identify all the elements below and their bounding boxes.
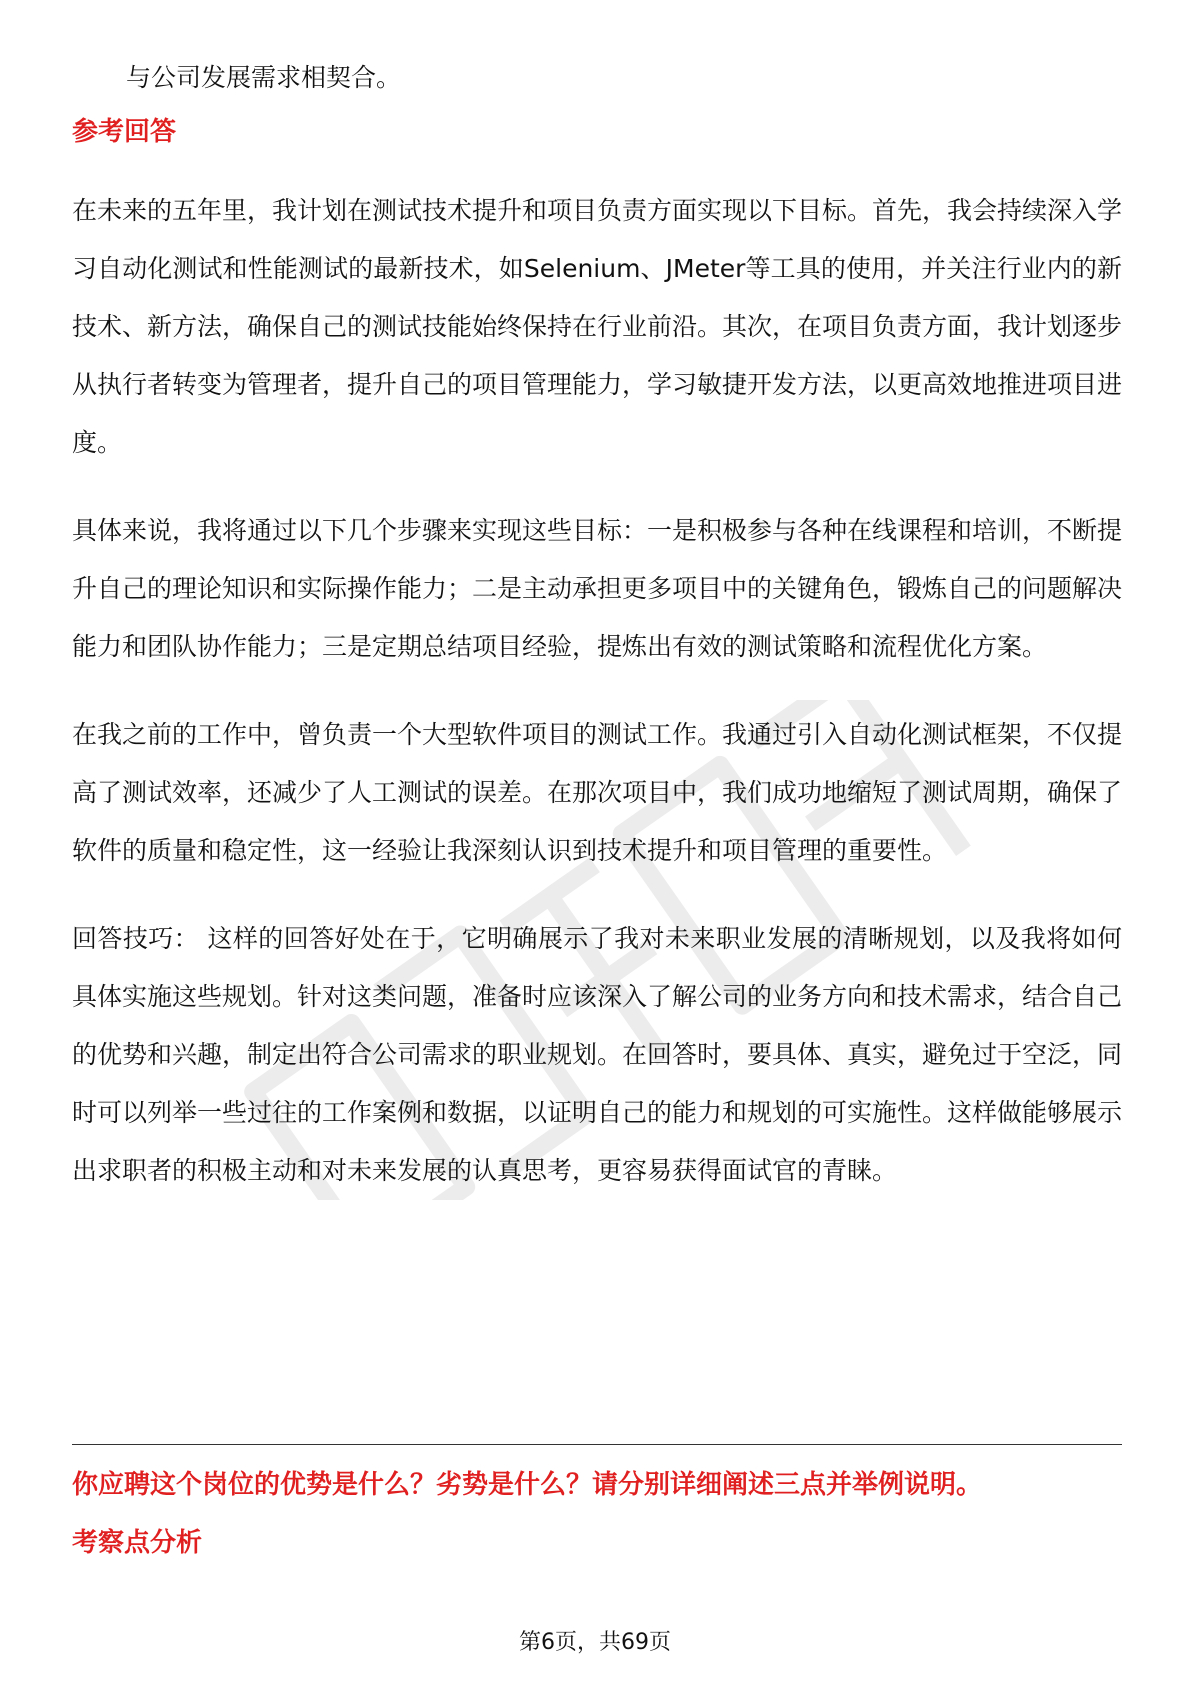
next-question-title: 你应聘这个岗位的优势是什么？劣势是什么？请分别详细阐述三点并举例说明。 [72, 1470, 983, 1500]
paragraph-experience: 在我之前的工作中，曾负责一个大型软件项目的测试工作。我通过引入自动化测试框架，不仅提高了测试效率，还减少了人工测试的误差。在那次项目中，我们成功地缩短了测试周期，确保了软件的质量和稳定性，这一经验让我深刻认识到技术提升和项目管理的重要性。 [72, 720, 1123, 865]
intro-line: 与公司发展需求相契合。 [126, 63, 402, 92]
answer-heading: 参考回答 [72, 117, 177, 147]
section-divider [72, 1444, 1122, 1445]
main-content [72, 58, 1122, 1230]
paragraph-steps: 具体来说，我将通过以下几个步骤来实现这些目标：一是积极参与各种在线课程和培训，不断提升自己的理论知识和实际操作能力；二是主动承担更多项目中的关键角色，锻炼自己的问题解决能力和团队协作能力；三是定期总结项目经验，提炼出有效的测试策略和流程优化方案。 [72, 516, 1123, 661]
analysis-heading: 考察点分析 [72, 1528, 203, 1558]
paragraph-tips: 回答技巧： 这样的回答好处在于，它明确展示了我对未来职业发展的清晰规划，以及我将如何具体实施这些规划。针对这类问题，准备时应该深入了解公司的业务方向和技术需求，结合自己的优势和兴趣，制定出符合公司需求的职业规划。在回答时，要具体、真实，避免过于空泛，同时可以列举一些过往的工作案例和数据，以证明自己的能力和规划的可实施性。这样做能够展示出求职者的积极主动和对未来发展的认真思考，更容易获得面试官的青睐。 [72, 924, 1123, 1185]
paragraph-goals: 在未来的五年里，我计划在测试技术提升和项目负责方面实现以下目标。首先，我会持续深入学习自动化测试和性能测试的最新技术，如Selenium、JMeter等工具的使用，并关注行业内的新技术、新方法，确保自己的测试技能始终保持在行业前沿。其次，在项目负责方面，我计划逐步从执行者转变为管理者，提升自己的项目管理能力，学习敏捷开发方法，以更高效地推进项目进度。 [72, 196, 1123, 457]
page-number-footer: 第6页，共69页 [519, 1630, 671, 1655]
